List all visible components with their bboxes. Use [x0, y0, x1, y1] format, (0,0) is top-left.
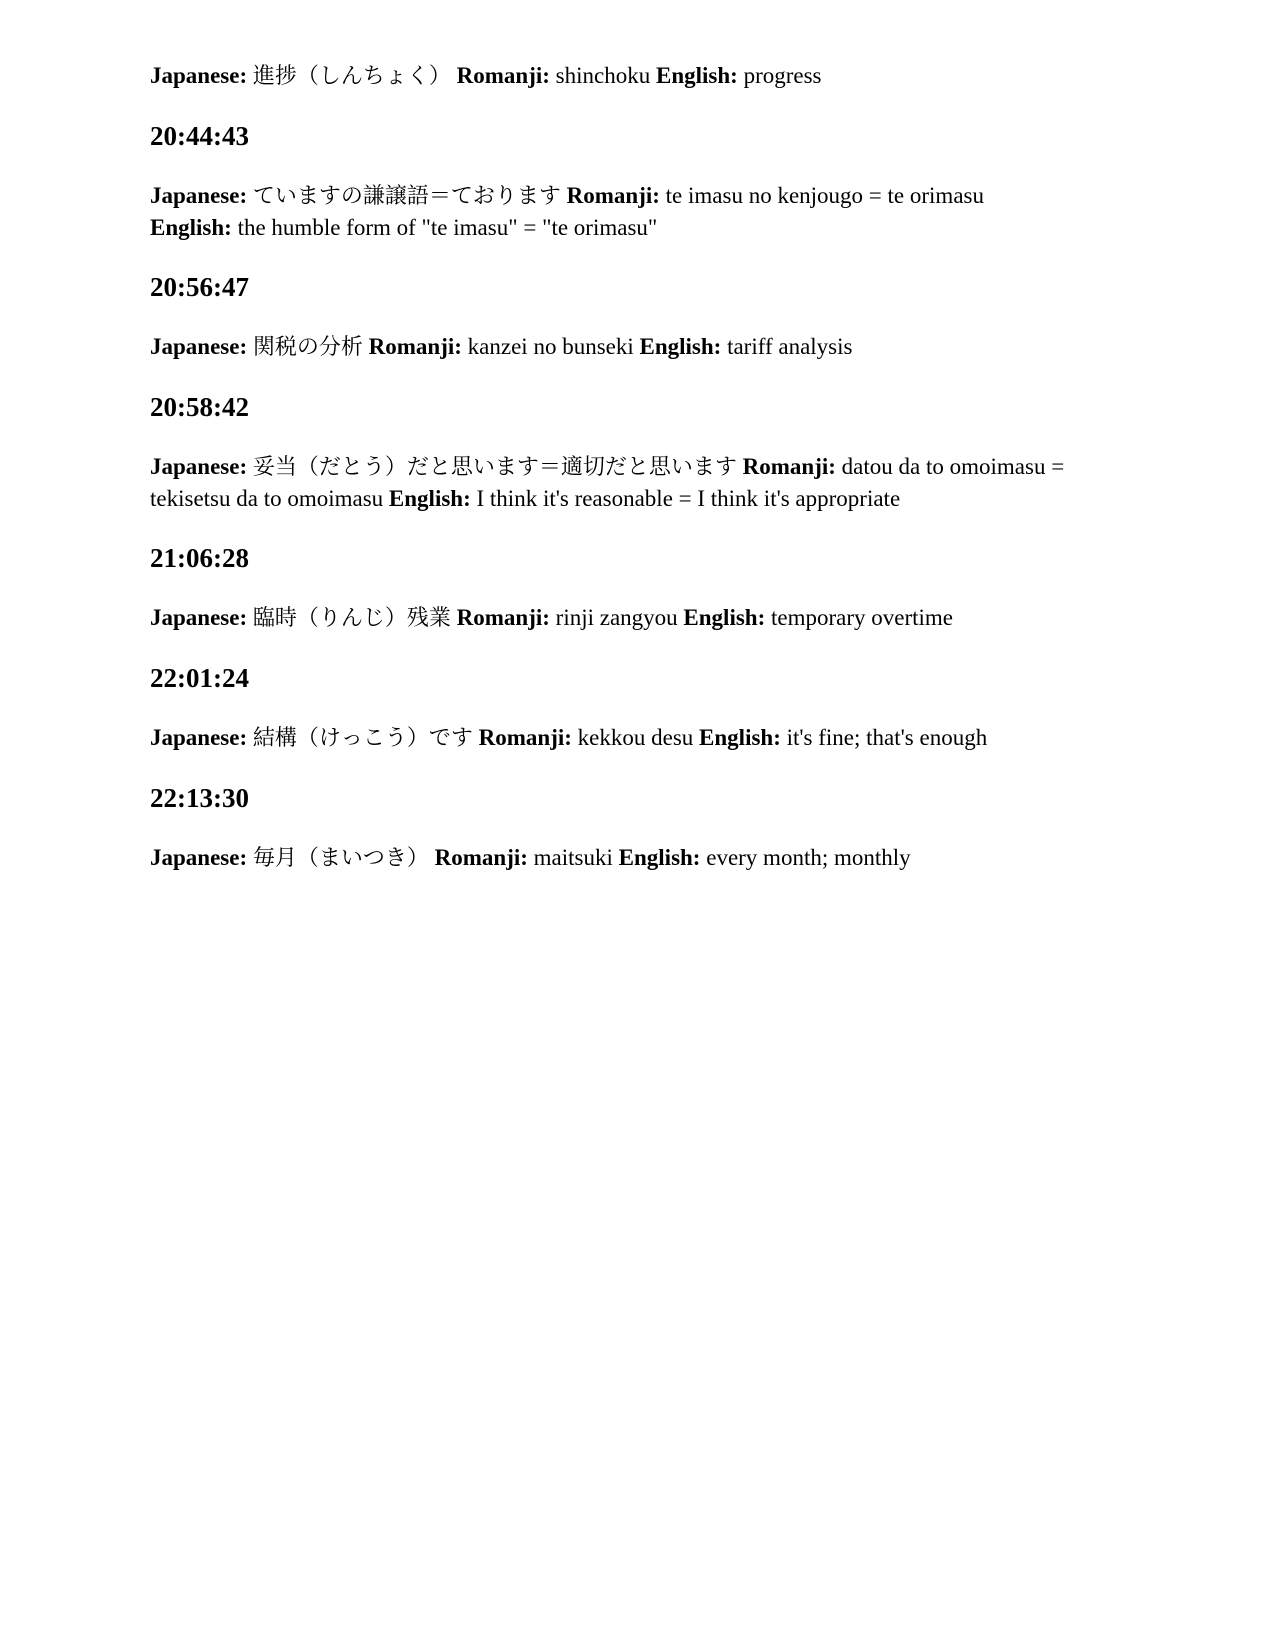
romanji-text: shinchoku	[555, 63, 651, 88]
japanese-text: 臨時（りんじ）残業	[252, 606, 451, 631]
timestamp-heading: 22:01:24	[150, 663, 249, 693]
romanji-text: maitsuki	[533, 845, 613, 870]
english-text: I think it's reasonable = I think it's appropriate	[476, 486, 901, 511]
document-page	[150, 60, 1110, 874]
english-label: English:	[639, 334, 722, 359]
english-label: English:	[150, 215, 232, 240]
japanese-text: 結構（けっこう）です	[252, 726, 473, 751]
japanese-label: Japanese:	[150, 725, 248, 750]
vocab-entry	[150, 602, 1110, 634]
timestamp-heading: 21:06:28	[150, 543, 249, 573]
timestamp-heading: 20:44:43	[150, 121, 249, 151]
english-text: every month; monthly	[706, 845, 911, 870]
japanese-text: 関税の分析	[252, 335, 363, 360]
english-label: English:	[699, 725, 781, 750]
romanji-text: kanzei no bunseki	[467, 334, 634, 359]
japanese-text: 毎月（まいつき）	[252, 846, 429, 871]
vocab-entry	[150, 451, 1110, 514]
english-text: it's fine; that's enough	[786, 725, 988, 750]
romanji-label: Romanji:	[456, 63, 550, 88]
english-label: English:	[618, 845, 701, 870]
romanji-text: datou da to omoimasu = tekisetsu da to omoimasu	[150, 454, 1065, 511]
timestamp-heading: 22:13:30	[150, 783, 249, 813]
english-label: English:	[388, 486, 471, 511]
vocab-entry	[150, 331, 1110, 363]
timestamp-heading: 20:58:42	[150, 392, 249, 422]
romanji-label: Romanji:	[478, 725, 572, 750]
romanji-text: kekkou desu	[577, 725, 694, 750]
vocab-entry	[150, 722, 1110, 754]
romanji-label: Romanji:	[434, 845, 528, 870]
japanese-label: Japanese:	[150, 845, 248, 870]
vocab-entry	[150, 60, 1110, 92]
english-text: progress	[743, 63, 822, 88]
japanese-text: 進捗（しんちょく）	[252, 64, 451, 89]
japanese-text: 妥当（だとう）だと思います＝適切だと思います	[252, 455, 737, 480]
romanji-label: Romanji:	[566, 183, 660, 208]
japanese-label: Japanese:	[150, 334, 248, 359]
english-label: English:	[655, 63, 738, 88]
japanese-label: Japanese:	[150, 63, 248, 88]
japanese-label: Japanese:	[150, 183, 248, 208]
timestamp-heading: 20:56:47	[150, 272, 249, 302]
romanji-label: Romanji:	[368, 334, 462, 359]
japanese-label: Japanese:	[150, 454, 248, 479]
english-text: tariff analysis	[727, 334, 853, 359]
romanji-label: Romanji:	[742, 454, 836, 479]
japanese-text: ていますの謙譲語＝ております	[252, 184, 561, 209]
vocab-entry	[150, 180, 1110, 243]
english-label: English:	[683, 605, 766, 630]
romanji-text: rinji zangyou	[555, 605, 678, 630]
vocab-entry	[150, 842, 1110, 874]
english-text: temporary overtime	[771, 605, 954, 630]
japanese-label: Japanese:	[150, 605, 248, 630]
english-text: the humble form of "te imasu" = "te orimasu"	[237, 215, 658, 240]
romanji-text: te imasu no kenjougo = te orimasu	[665, 183, 984, 208]
romanji-label: Romanji:	[456, 605, 550, 630]
